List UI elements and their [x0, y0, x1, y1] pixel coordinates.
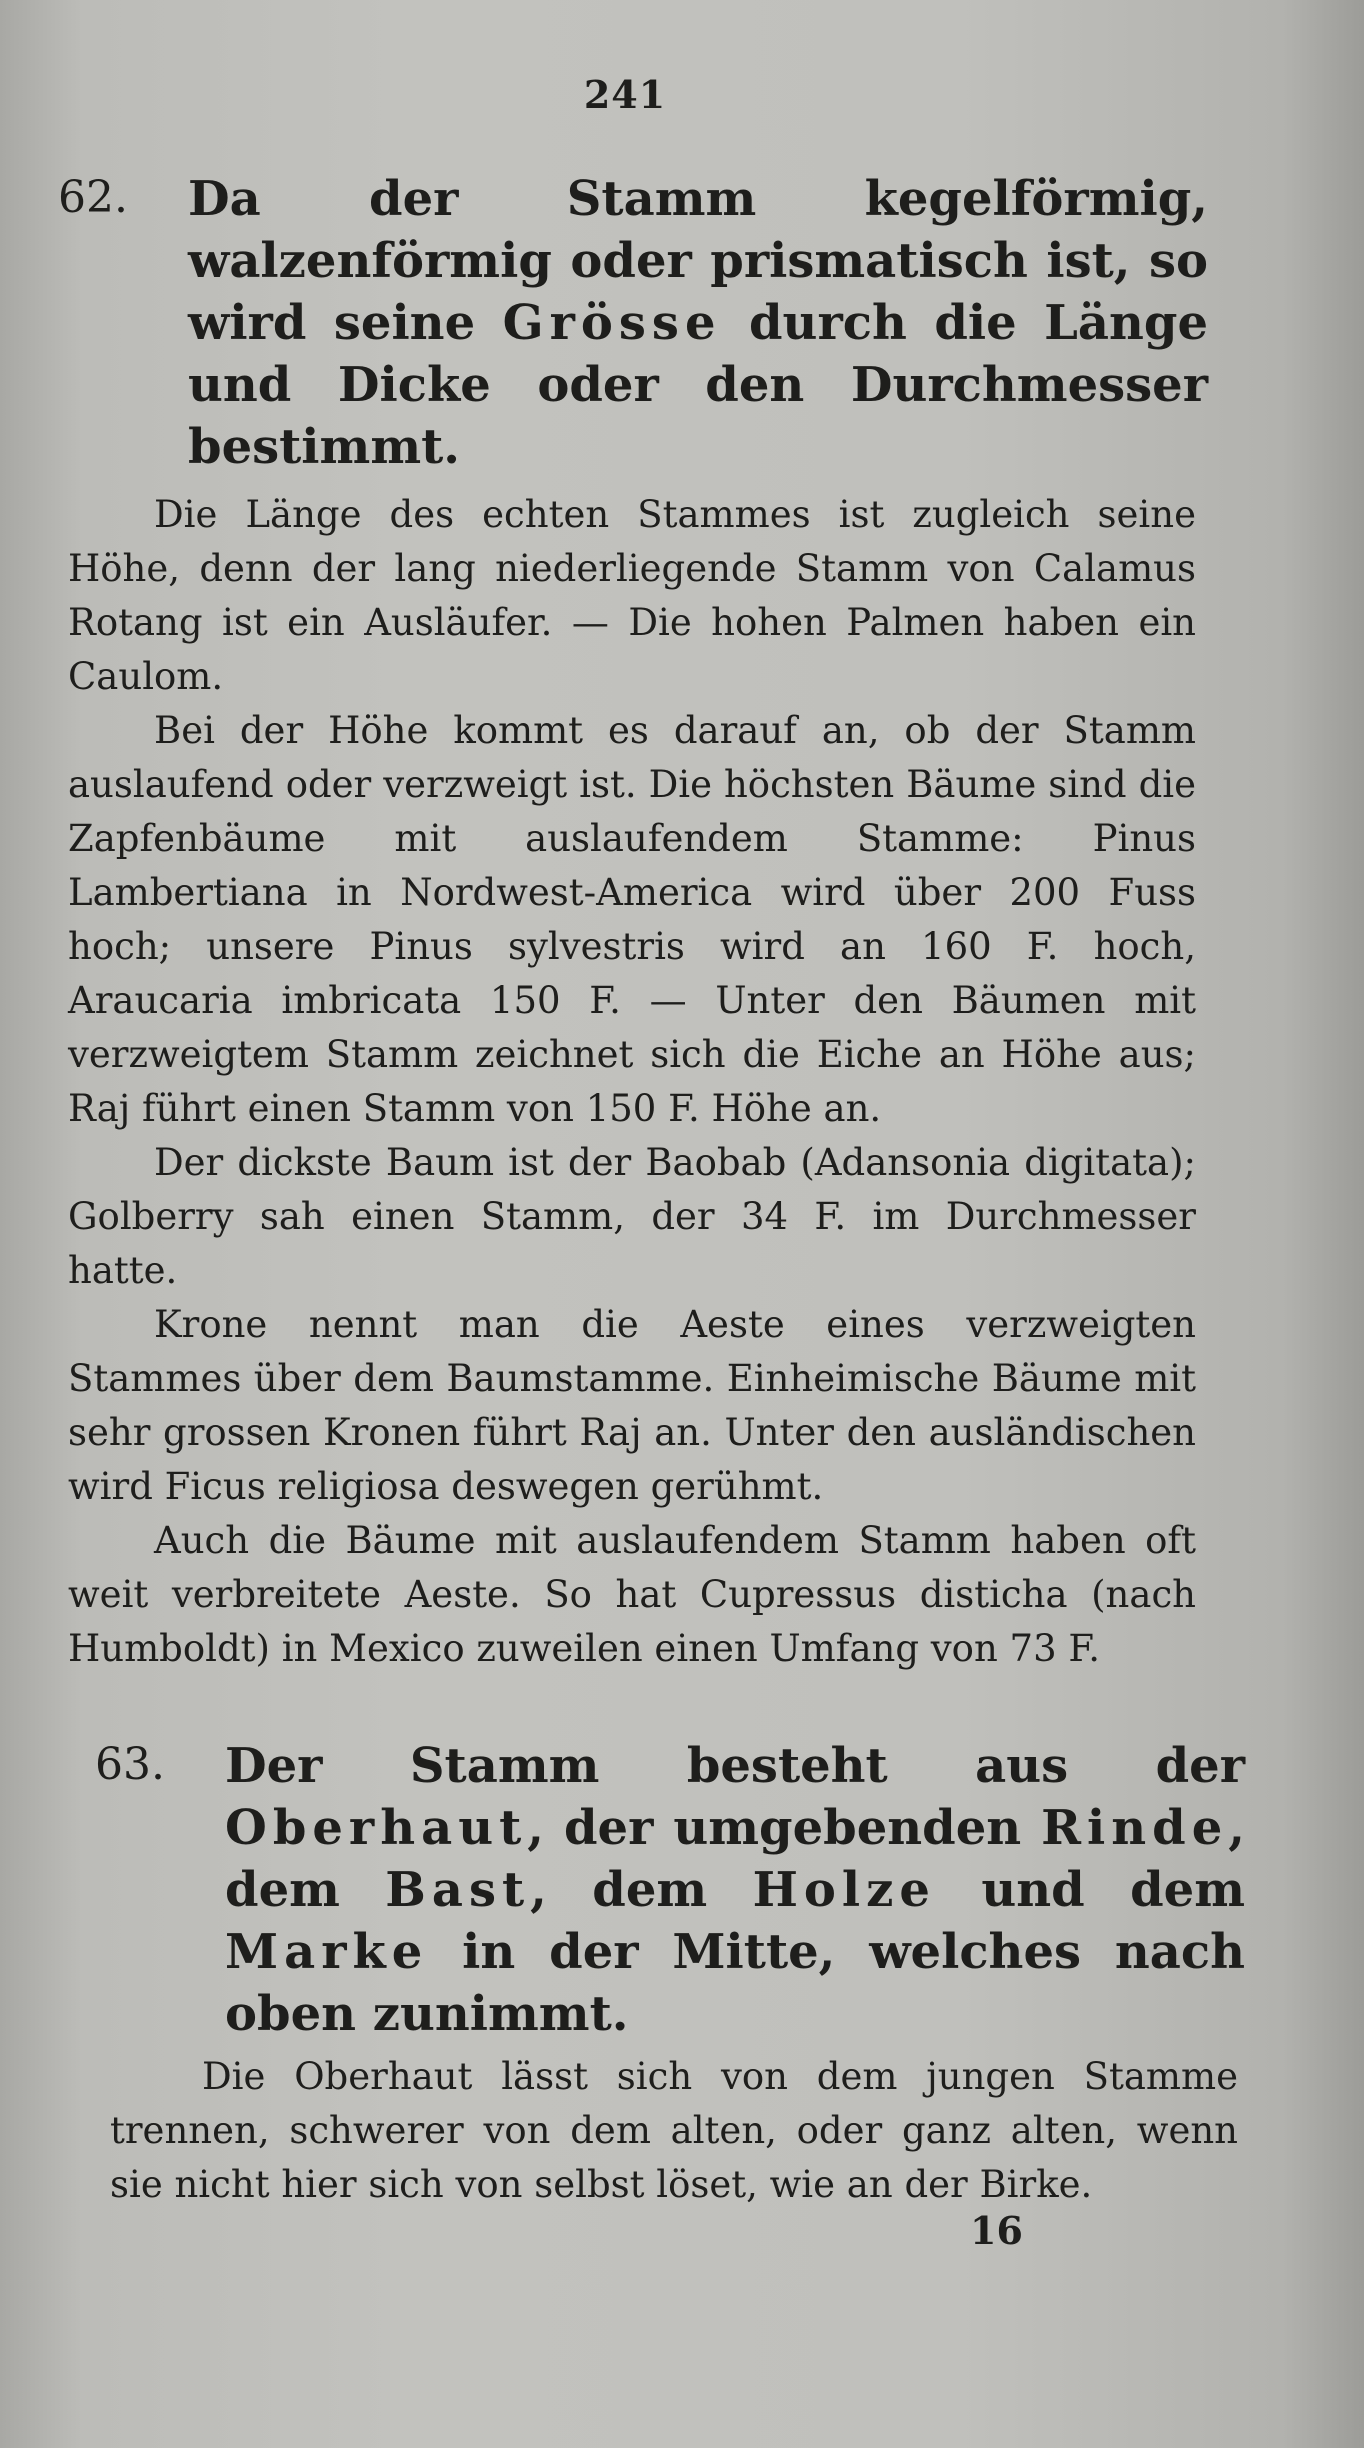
heading-spaced-term: Bast	[385, 1862, 531, 1918]
section-63-body	[110, 2050, 1238, 2212]
heading-text: , dem	[530, 1862, 753, 1918]
section-number: 62.	[58, 172, 128, 223]
heading-spaced-term: Oberhaut	[225, 1800, 528, 1856]
page-number: 241	[583, 72, 667, 117]
signature-mark: 16	[970, 2208, 1023, 2253]
section-heading	[58, 168, 1208, 478]
section-63	[95, 1735, 1245, 2045]
paragraph: Bei der Höhe kommt es darauf an, ob der Stamm auslaufend oder verzweigt ist. Die höchsten Bäume sind die Zapfenbäume mit auslaufendem Stamme: Pinus Lambertiana in Nordwest-America wird über 200 Fuss hoch; unsere Pinus sylvestris wird an 160 F. hoch, Araucaria imbricata 150 F. — Unter den Bäumen mit verzweigtem Stamm zeichnet sich die Eiche an Höhe aus; Raj führt einen Stamm von 150 F. Höhe an.	[68, 709, 1196, 1130]
section-62-body	[68, 488, 1196, 1676]
paragraph: Die Länge des echten Stammes ist zugleich seine Höhe, denn der lang niederliegende Stamm von Calamus Rotang ist ein Ausläufer. — Die hohen Palmen haben ein Caulom.	[68, 493, 1196, 698]
section-heading	[95, 1735, 1245, 2045]
heading-text: Der Stamm besteht aus der	[225, 1738, 1245, 1794]
heading-text: , dem	[225, 1800, 1245, 1918]
paragraph: Der dickste Baum ist der Baobab (Adansonia digitata); Golberry sah einen Stamm, der 34 F. im Durchmesser hatte.	[68, 1141, 1196, 1292]
heading-text: durch die Länge und Dicke oder den Durchmesser bestimmt.	[188, 295, 1209, 475]
paragraph: Krone nennt man die Aeste eines verzweigten Stammes über dem Baumstamme. Einheimische Bäume mit sehr grossen Kronen führt Raj an. Unter den ausländischen wird Ficus religiosa deswegen gerühmt.	[68, 1303, 1196, 1508]
heading-text: Da der Stamm kegelförmig, walzenförmig oder prismatisch ist, so wird seine	[188, 171, 1208, 351]
paragraph: Auch die Bäume mit auslaufendem Stamm haben oft weit verbreitete Aeste. So hat Cupressus disticha (nach Humboldt) in Mexico zuweilen einen Umfang von 73 F.	[68, 1519, 1196, 1670]
section-62	[58, 168, 1208, 478]
heading-text: in der Mitte, welches nach oben zunimmt.	[225, 1924, 1245, 2042]
heading-spaced-term: Holze	[752, 1862, 936, 1918]
heading-spaced-term: Grösse	[502, 295, 722, 351]
heading-text: , der umgebenden	[527, 1800, 1042, 1856]
heading-spaced-term: Marke	[225, 1924, 429, 1980]
section-number: 63.	[95, 1739, 165, 1790]
heading-spaced-term: Rinde	[1041, 1800, 1229, 1856]
heading-text: und dem	[935, 1862, 1246, 1918]
paragraph: Die Oberhaut lässt sich von dem jungen Stamme trennen, schwerer von dem alten, oder ganz alten, wenn sie nicht hier sich von selbst löset, wie an der Birke.	[110, 2055, 1238, 2206]
